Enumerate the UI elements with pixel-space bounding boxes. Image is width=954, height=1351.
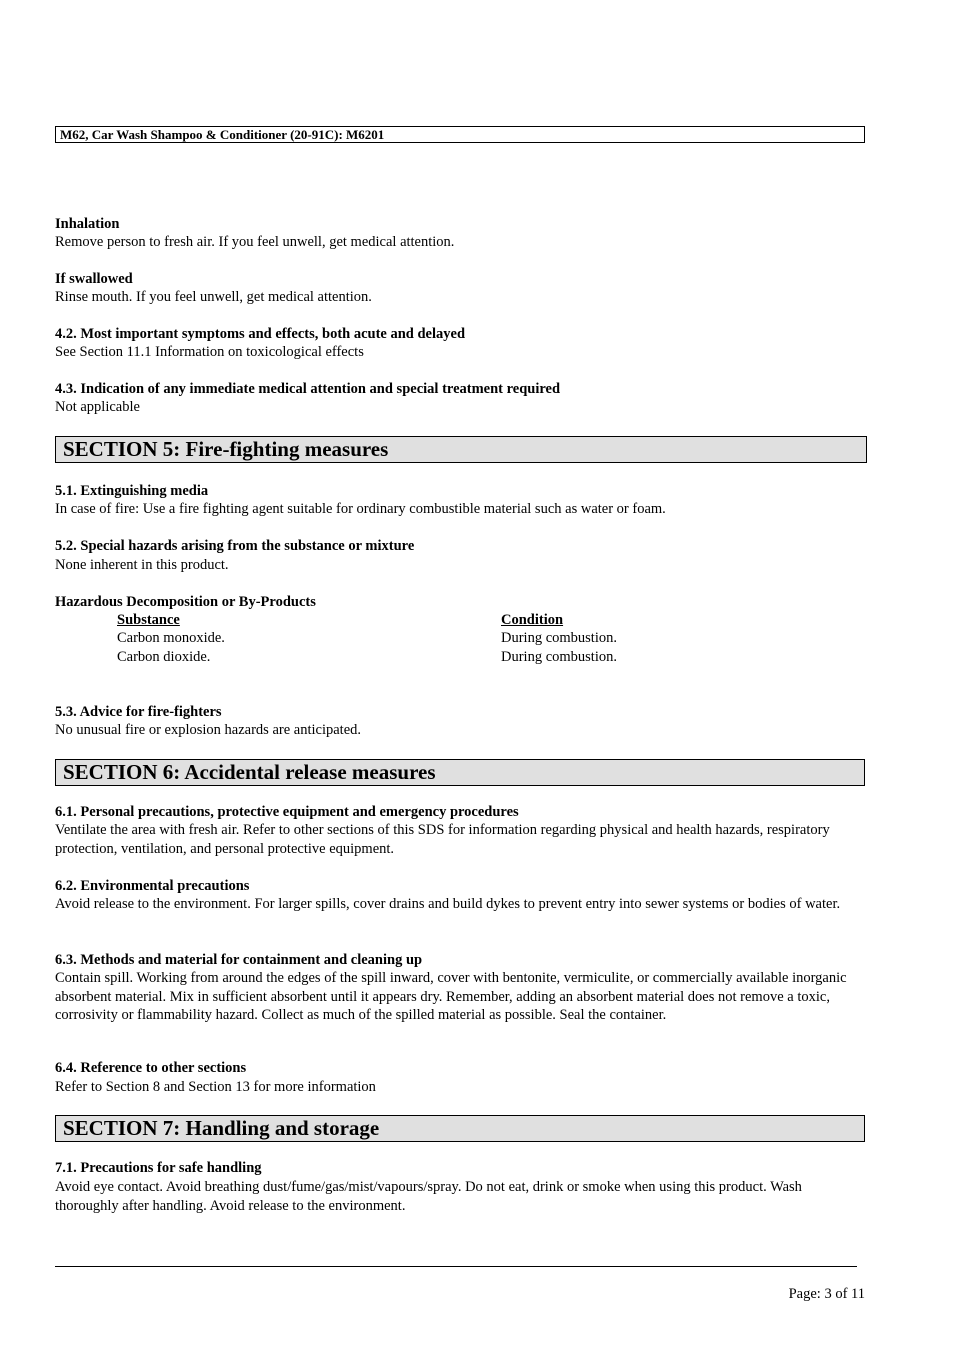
s43-heading: 4.3. Indication of any immediate medical attention and special treatment required (55, 381, 561, 397)
s43-text: Not applicable (55, 399, 140, 415)
table-row-condition: During combustion. (501, 649, 617, 665)
s62-heading: 6.2. Environmental precautions (55, 878, 250, 894)
section-6-title: SECTION 6: Accidental release measures (55, 759, 865, 786)
s63-heading: 6.3. Methods and material for containment and cleaning up (55, 952, 423, 968)
footer-divider (55, 1266, 857, 1267)
s42-heading: 4.2. Most important symptoms and effects, both acute and delayed (55, 326, 466, 342)
s42-text: See Section 11.1 Information on toxicological effects (55, 344, 364, 360)
page-number: Page: 3 of 11 (788, 1286, 865, 1302)
condition-column-header: Condition (501, 612, 564, 628)
s51-text: In case of fire: Use a fire fighting agent suitable for ordinary combustible material such as water or foam. (55, 501, 666, 517)
inhalation-heading: Inhalation (55, 216, 120, 232)
s64-heading: 6.4. Reference to other sections (55, 1060, 247, 1076)
s61-text: Ventilate the area with fresh air. Refer to other sections of this SDS for information regarding physical and health hazards, respiratory protection, ventilation, and personal protective equipment. (55, 822, 830, 857)
s51-heading: 5.1. Extinguishing media (55, 483, 209, 499)
s63-text: Contain spill. Working from around the edges of the spill inward, cover with bentonite, vermiculite, or commercially available inorganic absorbent material. Mix in sufficient absorbent until it appears dry. Remember, adding an absorbent material does not remove a toxic, corrosivity or flammability hazard. Collect as much of the spilled material as possible. Seal the container. (55, 970, 847, 1023)
table-row-condition: During combustion. (501, 630, 617, 646)
table-row-substance: Carbon monoxide. (117, 630, 225, 646)
s64-text: Refer to Section 8 and Section 13 for more information (55, 1079, 376, 1095)
s53-heading: 5.3. Advice for fire-fighters (55, 704, 222, 720)
s61-heading: 6.1. Personal precautions, protective equipment and emergency procedures (55, 804, 519, 820)
substance-column-header: Substance (117, 612, 180, 628)
section-7-title: SECTION 7: Handling and storage (55, 1115, 865, 1142)
section-5-title: SECTION 5: Fire-fighting measures (55, 436, 867, 463)
s62-text: Avoid release to the environment. For larger spills, cover drains and build dykes to prevent entry into sewer systems or bodies of water. (55, 896, 841, 912)
decomposition-heading: Hazardous Decomposition or By-Products (55, 594, 316, 610)
s53-text: No unusual fire or explosion hazards are anticipated. (55, 722, 362, 738)
s52-text: None inherent in this product. (55, 557, 229, 573)
table-row-substance: Carbon dioxide. (117, 649, 211, 665)
s71-heading: 7.1. Precautions for safe handling (55, 1160, 262, 1176)
s71-text: Avoid eye contact. Avoid breathing dust/fume/gas/mist/vapours/spray. Do not eat, drink or smoke when using this product. Wash thoroughly after handling. Avoid release to the environment. (55, 1179, 802, 1214)
swallowed-text: Rinse mouth. If you feel unwell, get medical attention. (55, 289, 372, 305)
s52-heading: 5.2. Special hazards arising from the substance or mixture (55, 538, 415, 554)
document-header: M62, Car Wash Shampoo & Conditioner (20-91C): M6201 (55, 126, 865, 143)
inhalation-text: Remove person to fresh air. If you feel unwell, get medical attention. (55, 234, 455, 250)
swallowed-heading: If swallowed (55, 271, 133, 287)
